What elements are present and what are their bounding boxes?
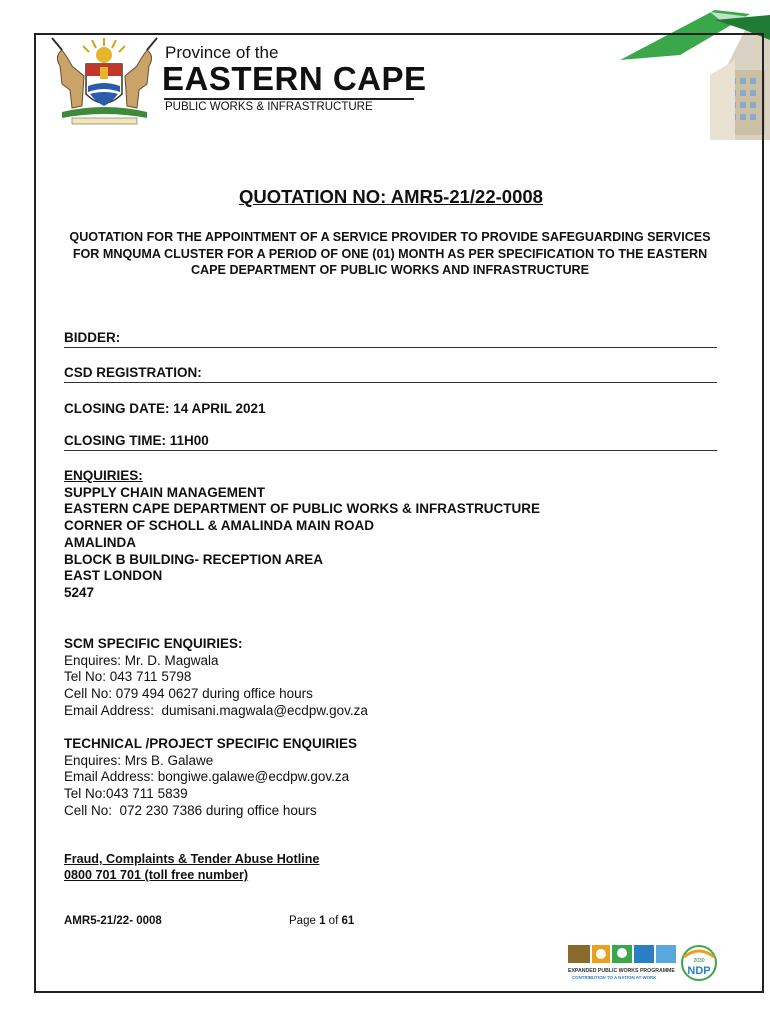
technical-enquiries-block	[64, 736, 357, 820]
logo-divider	[164, 98, 414, 100]
scm-heading: SCM SPECIFIC ENQUIRIES:	[64, 636, 243, 651]
technical-contact-line: Cell No: 072 230 7386 during office hours	[64, 802, 317, 818]
footer-reference: AMR5-21/22- 0008	[64, 915, 162, 927]
page-number: Page 1 of 61	[289, 915, 355, 927]
province-name: EASTERN CAPE	[162, 60, 427, 97]
hotline-number: 0800 701 701 (toll free number)	[64, 868, 249, 882]
technical-contact-line: Tel No:043 711 5839	[64, 786, 188, 802]
fraud-hotline	[64, 851, 377, 883]
svg-text:NDP: NDP	[687, 965, 711, 977]
quotation-description: QUOTATION FOR THE APPOINTMENT OF A SERVICE PROVIDER TO PROVIDE SAFEGUARDING SERVICES FOR MNQUMA CLUSTER FOR A PERIOD OF ONE (01) MONTH AS PER SPECIFICATION TO THE EASTERN CAPE DEPARTMENT OF PUBLIC WORKS AND INFRASTRUCTURE	[69, 230, 711, 277]
enquiries-heading: ENQUIRIES:	[64, 468, 143, 483]
scm-enquiries-block	[64, 636, 368, 720]
closing-date: CLOSING DATE: 14 APRIL 2021	[64, 401, 266, 416]
scm-contact-line: Tel No: 043 711 5798	[64, 669, 192, 685]
department-name: PUBLIC WORKS & INFRASTRUCTURE	[165, 101, 373, 113]
svg-text:EXPANDED PUBLIC WORKS PROGRAMM: EXPANDED PUBLIC WORKS PROGRAMME	[568, 968, 675, 974]
scm-contact-line: Enquires: Mr. D. Magwala	[64, 652, 219, 668]
technical-heading: TECHNICAL /PROJECT SPECIFIC ENQUIRIES	[64, 736, 358, 751]
enquiries-block	[64, 468, 540, 602]
address-line: EASTERN CAPE DEPARTMENT OF PUBLIC WORKS & INFRASTRUCTURE	[64, 501, 541, 517]
technical-contact-line: Enquires: Mrs B. Galawe	[64, 752, 214, 768]
svg-text:2030: 2030	[693, 958, 705, 964]
address-line: 5247	[64, 584, 95, 600]
quotation-title: QUOTATION NO: AMR5-21/22-0008	[239, 186, 543, 207]
csd-registration-field: CSD REGISTRATION:	[64, 365, 717, 383]
hotline-title: Fraud, Complaints & Tender Abuse Hotline	[64, 852, 320, 866]
address-line: BLOCK B BUILDING- RECEPTION AREA	[64, 551, 323, 567]
address-line: SUPPLY CHAIN MANAGEMENT	[64, 484, 266, 500]
address-line: AMALINDA	[64, 534, 136, 550]
closing-time: CLOSING TIME: 11H00	[64, 433, 717, 451]
province-line: Province of the	[165, 43, 279, 62]
coat-of-arms-icon	[42, 36, 167, 126]
svg-text:CONTRIBUTION TO A NATION AT WO: CONTRIBUTION TO A NATION AT WORK	[572, 975, 657, 980]
address-line: CORNER OF SCHOLL & AMALINDA MAIN ROAD	[64, 518, 374, 534]
technical-contact-line: Email Address: bongiwe.galawe@ecdpw.gov.za	[64, 769, 350, 785]
bidder-field: BIDDER:	[64, 330, 717, 348]
scm-contact-line: Email Address: dumisani.magwala@ecdpw.gov.za	[64, 702, 368, 718]
epwp-ndp-logo	[566, 943, 718, 985]
address-line: EAST LONDON	[64, 568, 163, 584]
scm-contact-line: Cell No: 079 494 0627 during office hours	[64, 686, 313, 702]
department-logo	[40, 36, 440, 126]
